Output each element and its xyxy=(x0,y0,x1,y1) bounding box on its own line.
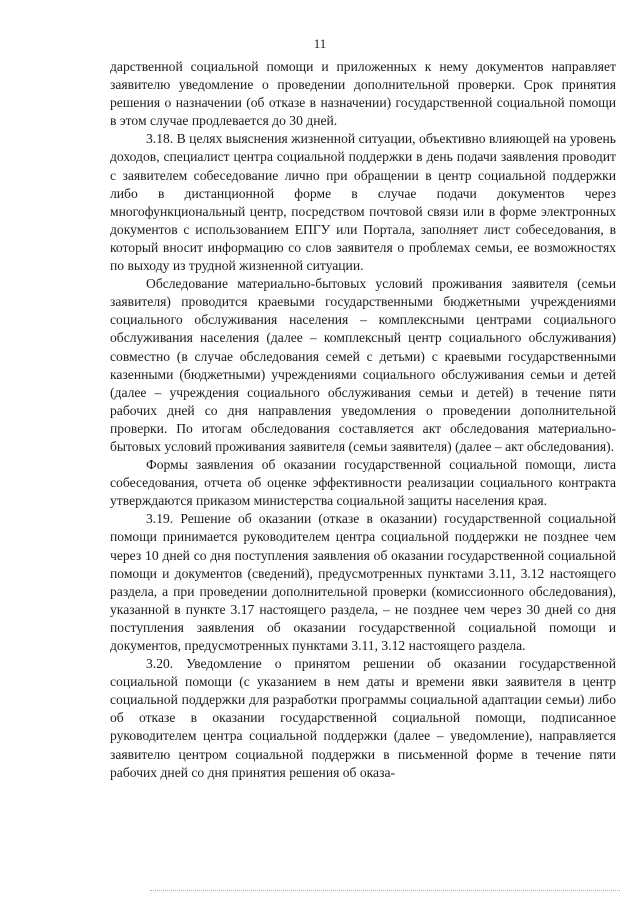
paragraph-3-20: 3.20. Уведомление о принятом решении об оказании государственной социальной помощи (с указанием в нем даты и времени явки заявителя в центр социальной поддержки для разработки программы социальной адаптации семьи) либо об отказе в оказании государственной социальной помощи, подписанное руководителем центра социальной поддержки (далее – уведомление), направляется заявителю центром социальной поддержки в письменной форме в течение пяти рабочих дней со дня принятия решения об оказа- xyxy=(110,656,616,780)
paragraph-3-19: 3.19. Решение об оказании (отказе в оказании) государственной социальной помощи принимается руководителем центра социальной поддержки не позднее чем через 10 дней со дня поступления заявления об оказании государственной социальной помощи и документов (сведений), предусмотренных пунктами 3.11, 3.12 настоящего раздела, а при проведении дополнительной проверки (комиссионного обследования), указанной в пункте 3.17 настоящего раздела, – не позднее чем через 30 дней со дня поступления заявления об оказании государственной социальной помощи и документов, предусмотренных пунктами 3.11, 3.12 настоящего раздела. xyxy=(110,511,616,653)
paragraph-continuation: дарственной социальной помощи и приложенных к нему документов направляет заявителю уведомление о проведении дополнительной проверки. Срок принятия решения о назначении (об отказе в назначении) государственной социальной помощи в этом случае продлевается до 30 дней. xyxy=(110,59,616,129)
scan-edge-artifact xyxy=(150,890,620,891)
paragraph-3-18: 3.18. В целях выяснения жизненной ситуации, объективно влияющей на уровень доходов, специалист центра социальной поддержки в день подачи заявления проводит с заявителем собеседование лично при обращении в центр социальной поддержки либо в дистанционной форме в случае подачи документов через многофункциональный центр, посредством почтовой связи или в форме электронных документов с использованием ЕПГУ или Портала, заполняет лист собеседования, в который вносит информацию со слов заявителя о проблемах семьи, ее возможностях по выходу из трудной жизненной ситуации. xyxy=(110,131,616,274)
paragraph-inspection: Обследование материально-бытовых условий проживания заявителя (семьи заявителя) проводится краевыми государственными бюджетными учреждениями социального обслуживания населения – комплексными центрами социального обслуживания населения (далее – комплексный центр социального обслуживания) совместно (в случае обследования семей с детьми) с краевыми государственными казенными (бюджетными) учреждениями социального обслуживания семьи и детей (далее – учреждения социального обслуживания семьи и детей) в течение пяти рабочих дней со дня направления уведомления о проведении дополнительной проверки. По итогам обследования составляется акт обследования материально-бытовых условий проживания заявителя (семьи заявителя) (далее – акт обследования). xyxy=(110,276,616,454)
document-body xyxy=(110,58,616,782)
paragraph-forms: Формы заявления об оказании государственной социальной помощи, листа собеседования, отчета об оценке эффективности реализации социального контракта утверждаются приказом министерства социальной защиты населения края. xyxy=(110,457,616,509)
page-number: 11 xyxy=(313,36,327,51)
